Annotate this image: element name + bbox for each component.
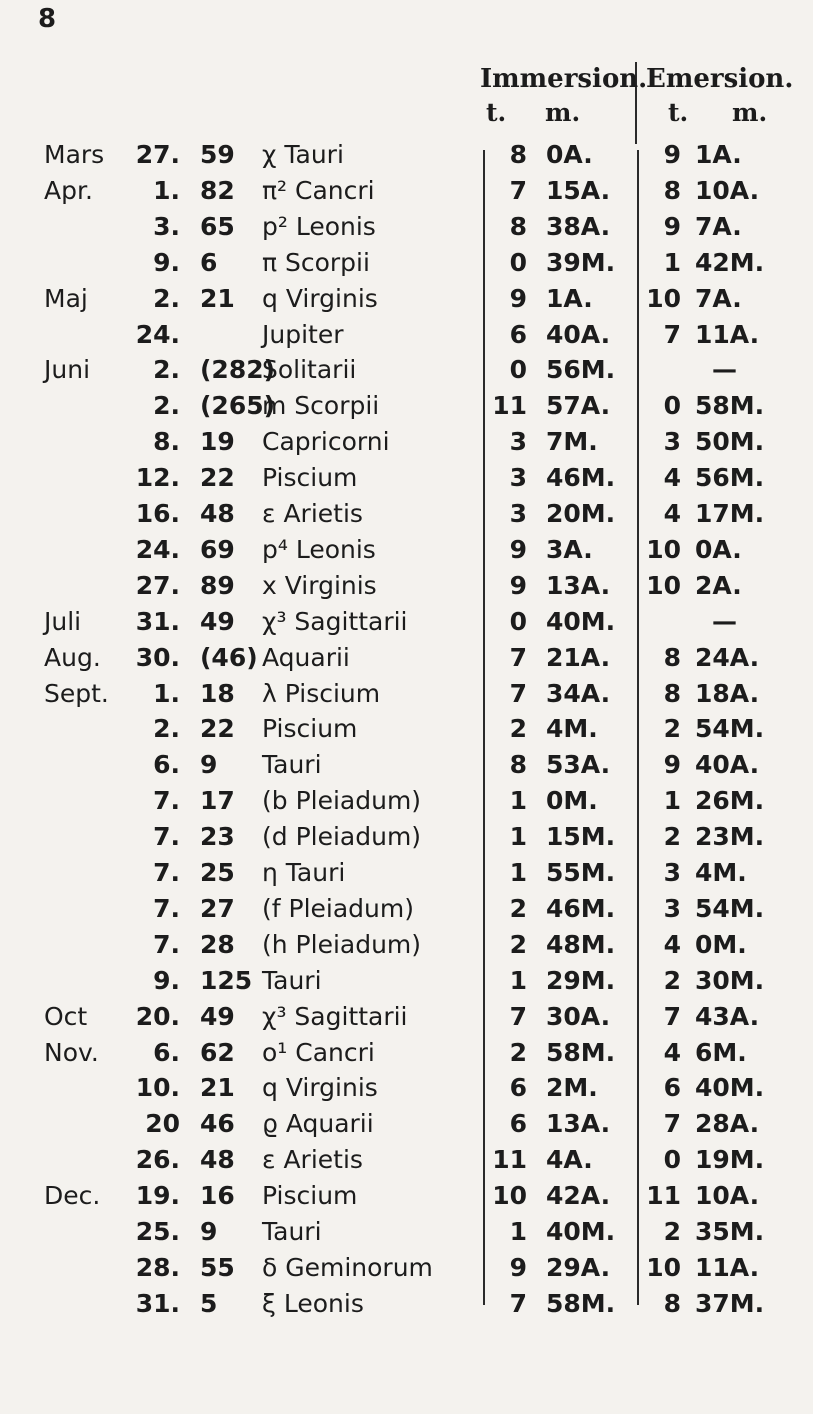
- em-h-cell: 9: [663, 211, 681, 241]
- num-cell: 48: [200, 1145, 235, 1175]
- table-row: [0, 246, 813, 287]
- imm-m-cell: 20M.: [546, 499, 616, 528]
- imm-h-cell: 3: [509, 499, 527, 528]
- imm-h-cell: 6: [509, 1109, 527, 1139]
- star-cell: x Virginis: [262, 570, 377, 600]
- table-row: [0, 892, 813, 933]
- num-cell: 17: [200, 786, 235, 816]
- num-cell: 65: [200, 211, 235, 241]
- day-cell: 2.: [153, 355, 180, 385]
- star-cell: (h Pleiadum): [262, 929, 422, 959]
- em-m-cell: 56M.: [695, 463, 765, 493]
- em-m-cell: 42M.: [695, 247, 765, 277]
- table-row: [0, 282, 813, 323]
- em-h-cell: 8: [663, 1288, 681, 1318]
- star-cell: χ³ Sagittarii: [262, 1001, 408, 1031]
- imm-h-cell: 11: [492, 391, 527, 421]
- num-cell: 125: [200, 965, 253, 995]
- day-cell: 7.: [153, 858, 180, 887]
- imm-m-cell: 21A.: [546, 642, 611, 672]
- em-m-cell: 7A.: [695, 211, 742, 241]
- day-cell: 1.: [153, 678, 180, 708]
- em-m-cell: 23M.: [695, 822, 765, 852]
- table-row: [0, 1179, 813, 1220]
- table-row: [0, 1251, 813, 1292]
- imm-h-cell: 2: [509, 929, 527, 959]
- em-m-cell: —: [712, 355, 737, 385]
- day-cell: 19.: [135, 1181, 180, 1211]
- em-h-cell: 2: [663, 822, 681, 852]
- imm-h-cell: 1: [509, 1217, 527, 1246]
- imm-h-cell: 1: [509, 822, 527, 852]
- imm-h-cell: 0: [509, 355, 527, 385]
- imm-m-cell: 40A.: [546, 319, 611, 349]
- imm-m-cell: 7M.: [546, 427, 598, 457]
- num-cell: 19: [200, 427, 235, 457]
- day-cell: 6.: [153, 1037, 180, 1067]
- imm-h-cell: 8: [509, 140, 527, 169]
- day-cell: 7.: [153, 786, 180, 816]
- month-cell: Mars: [44, 140, 105, 169]
- em-h-cell: 10: [646, 570, 681, 600]
- em-h-cell: 8: [663, 642, 681, 672]
- month-cell: Oct: [44, 1001, 88, 1031]
- imm-m-cell: 15A.: [546, 175, 611, 205]
- imm-m-cell: 4A.: [546, 1145, 593, 1175]
- day-cell: 20: [145, 1109, 180, 1139]
- day-cell: 6.: [153, 750, 180, 780]
- em-m-cell: 37M.: [695, 1288, 765, 1318]
- em-h-cell: 6: [663, 1073, 681, 1103]
- table-row: [0, 461, 813, 502]
- star-cell: δ Geminorum: [262, 1252, 433, 1282]
- table-row: [0, 856, 813, 897]
- em-h-cell: 1: [663, 247, 681, 277]
- num-cell: 5: [200, 1288, 218, 1318]
- imm-h-cell: 6: [509, 1073, 527, 1103]
- star-cell: π Scorpii: [262, 247, 370, 277]
- day-cell: 27.: [135, 140, 180, 169]
- em-m-cell: 10A.: [695, 1181, 760, 1211]
- imm-h-cell: 7: [509, 678, 527, 708]
- imm-h-cell: 1: [509, 786, 527, 816]
- imm-h-cell: 7: [509, 642, 527, 672]
- em-h-cell: 7: [663, 1001, 681, 1031]
- star-cell: η Tauri: [262, 858, 346, 887]
- day-cell: 27.: [135, 570, 180, 600]
- num-cell: 62: [200, 1037, 235, 1067]
- day-cell: 1.: [153, 175, 180, 205]
- num-cell: 9: [200, 1217, 218, 1246]
- emersion-header: Emersion.: [646, 64, 794, 94]
- em-m-cell: 54M.: [695, 714, 765, 744]
- num-cell: 55: [200, 1252, 235, 1282]
- immersion-hours-unit: t.: [486, 98, 507, 127]
- imm-m-cell: 4M.: [546, 714, 598, 744]
- em-m-cell: 58M.: [695, 391, 765, 421]
- imm-h-cell: 3: [509, 427, 527, 457]
- em-m-cell: 0M.: [695, 929, 747, 959]
- imm-m-cell: 39M.: [546, 247, 616, 277]
- star-cell: λ Piscium: [262, 678, 381, 708]
- table-row: [0, 928, 813, 969]
- table-row: [0, 1215, 813, 1256]
- star-cell: q Virginis: [262, 1073, 378, 1103]
- num-cell: (265): [200, 391, 276, 421]
- page-number: 8: [38, 4, 57, 34]
- em-h-cell: 1: [663, 786, 681, 816]
- em-h-cell: 3: [663, 893, 681, 923]
- table-row: [0, 569, 813, 610]
- table-row: [0, 210, 813, 251]
- table-row: [0, 748, 813, 789]
- day-cell: 7.: [153, 929, 180, 959]
- imm-m-cell: 38A.: [546, 211, 611, 241]
- num-cell: 27: [200, 893, 235, 923]
- imm-h-cell: 0: [509, 247, 527, 277]
- imm-m-cell: 42A.: [546, 1181, 611, 1211]
- imm-m-cell: 46M.: [546, 893, 616, 923]
- em-h-cell: 4: [663, 1037, 681, 1067]
- table-row: [0, 1036, 813, 1077]
- em-m-cell: 10A.: [695, 175, 760, 205]
- imm-m-cell: 48M.: [546, 929, 616, 959]
- table-row: [0, 533, 813, 574]
- num-cell: 21: [200, 1073, 235, 1103]
- imm-m-cell: 46M.: [546, 463, 616, 493]
- star-cell: Jupiter: [262, 319, 344, 349]
- table-row: [0, 677, 813, 718]
- day-cell: 31.: [135, 1288, 180, 1318]
- star-cell: (d Pleiadum): [262, 822, 422, 852]
- imm-m-cell: 58M.: [546, 1037, 616, 1067]
- table-row: [0, 1000, 813, 1041]
- imm-m-cell: 30A.: [546, 1001, 611, 1031]
- immersion-header: Immersion.: [480, 64, 648, 94]
- star-cell: ε Arietis: [262, 1145, 363, 1175]
- imm-h-cell: 1: [509, 858, 527, 887]
- day-cell: 8.: [153, 427, 180, 457]
- num-cell: 16: [200, 1181, 235, 1211]
- num-cell: 69: [200, 534, 235, 564]
- day-cell: 24.: [135, 319, 180, 349]
- imm-h-cell: 9: [509, 283, 527, 313]
- day-cell: 2.: [153, 391, 180, 421]
- star-cell: o¹ Cancri: [262, 1037, 375, 1067]
- em-m-cell: 28A.: [695, 1109, 760, 1139]
- em-m-cell: 6M.: [695, 1037, 747, 1067]
- em-m-cell: 11A.: [695, 319, 760, 349]
- table-row: [0, 712, 813, 753]
- imm-m-cell: 29A.: [546, 1252, 611, 1282]
- em-h-cell: 11: [646, 1181, 681, 1211]
- day-cell: 12.: [135, 463, 180, 493]
- em-h-cell: 4: [663, 463, 681, 493]
- imm-m-cell: 29M.: [546, 965, 616, 995]
- table-row: [0, 964, 813, 1005]
- star-cell: Aquarii: [262, 642, 350, 672]
- em-h-cell: 4: [663, 929, 681, 959]
- num-cell: 22: [200, 714, 235, 744]
- table-row: [0, 1107, 813, 1148]
- imm-m-cell: 57A.: [546, 391, 611, 421]
- em-h-cell: 8: [663, 678, 681, 708]
- imm-m-cell: 13A.: [546, 1109, 611, 1139]
- star-cell: ε Arietis: [262, 499, 363, 528]
- day-cell: 26.: [135, 1145, 180, 1175]
- imm-m-cell: 40M.: [546, 1217, 616, 1246]
- em-m-cell: 17M.: [695, 499, 765, 528]
- em-m-cell: 50M.: [695, 427, 765, 457]
- imm-h-cell: 2: [509, 893, 527, 923]
- num-cell: 48: [200, 499, 235, 528]
- table-row: [0, 784, 813, 825]
- month-cell: Juni: [44, 355, 91, 385]
- num-cell: (282): [200, 355, 276, 385]
- em-m-cell: 26M.: [695, 786, 765, 816]
- em-h-cell: 0: [663, 391, 681, 421]
- day-cell: 28.: [135, 1252, 180, 1282]
- immersion-minutes-unit: m.: [545, 98, 581, 127]
- day-cell: 24.: [135, 534, 180, 564]
- imm-m-cell: 56M.: [546, 355, 616, 385]
- imm-m-cell: 2M.: [546, 1073, 598, 1103]
- em-m-cell: 19M.: [695, 1145, 765, 1175]
- star-cell: Piscium: [262, 1181, 358, 1211]
- imm-m-cell: 58M.: [546, 1288, 616, 1318]
- num-cell: 89: [200, 570, 235, 600]
- em-m-cell: 24A.: [695, 642, 760, 672]
- day-cell: 2.: [153, 714, 180, 744]
- em-m-cell: 4M.: [695, 858, 747, 887]
- day-cell: 7.: [153, 822, 180, 852]
- imm-h-cell: 0: [509, 606, 527, 636]
- num-cell: 23: [200, 822, 235, 852]
- emersion-hours-unit: t.: [668, 98, 689, 127]
- imm-h-cell: 9: [509, 570, 527, 600]
- num-cell: 59: [200, 140, 235, 169]
- day-cell: 7.: [153, 893, 180, 923]
- imm-m-cell: 0A.: [546, 140, 593, 169]
- imm-h-cell: 10: [492, 1181, 527, 1211]
- imm-h-cell: 3: [509, 463, 527, 493]
- imm-m-cell: 15M.: [546, 822, 616, 852]
- table-row: [0, 425, 813, 466]
- imm-h-cell: 8: [509, 211, 527, 241]
- em-m-cell: 40A.: [695, 750, 760, 780]
- day-cell: 3.: [153, 211, 180, 241]
- table-row: [0, 353, 813, 394]
- em-h-cell: 7: [663, 319, 681, 349]
- table-row: [0, 820, 813, 861]
- table-row: [0, 174, 813, 215]
- month-cell: Dec.: [44, 1181, 101, 1211]
- em-m-cell: 30M.: [695, 965, 765, 995]
- em-h-cell: 2: [663, 965, 681, 995]
- month-cell: Aug.: [44, 642, 101, 672]
- table-row: [0, 497, 813, 538]
- em-h-cell: 8: [663, 175, 681, 205]
- table-row: [0, 1287, 813, 1328]
- imm-m-cell: 1A.: [546, 283, 593, 313]
- star-cell: Tauri: [262, 750, 322, 780]
- num-cell: 9: [200, 750, 218, 780]
- em-h-cell: 2: [663, 714, 681, 744]
- day-cell: 9.: [153, 965, 180, 995]
- imm-h-cell: 7: [509, 175, 527, 205]
- star-cell: Piscium: [262, 714, 358, 744]
- star-cell: Tauri: [262, 1217, 322, 1246]
- num-cell: 21: [200, 283, 235, 313]
- star-cell: p² Leonis: [262, 211, 376, 241]
- em-m-cell: 35M.: [695, 1217, 765, 1246]
- star-cell: ξ Leonis: [262, 1288, 364, 1318]
- emersion-minutes-unit: m.: [732, 98, 768, 127]
- num-cell: 82: [200, 175, 235, 205]
- table-row: [0, 641, 813, 682]
- month-cell: Sept.: [44, 678, 109, 708]
- star-cell: q Virginis: [262, 283, 378, 313]
- imm-h-cell: 11: [492, 1145, 527, 1175]
- em-h-cell: 3: [663, 427, 681, 457]
- num-cell: 46: [200, 1109, 235, 1139]
- month-cell: Apr.: [44, 175, 93, 205]
- em-m-cell: —: [712, 606, 737, 636]
- day-cell: 30.: [135, 642, 180, 672]
- em-m-cell: 40M.: [695, 1073, 765, 1103]
- day-cell: 2.: [153, 283, 180, 313]
- star-cell: Capricorni: [262, 427, 390, 457]
- table-row: [0, 389, 813, 430]
- em-h-cell: 2: [663, 1217, 681, 1246]
- num-cell: 18: [200, 678, 235, 708]
- em-m-cell: 54M.: [695, 893, 765, 923]
- table-row: [0, 1143, 813, 1184]
- em-h-cell: 10: [646, 534, 681, 564]
- table-row: [0, 138, 813, 179]
- num-cell: 49: [200, 606, 235, 636]
- imm-m-cell: 3A.: [546, 534, 593, 564]
- em-h-cell: 10: [646, 1252, 681, 1282]
- imm-h-cell: 7: [509, 1288, 527, 1318]
- imm-h-cell: 1: [509, 965, 527, 995]
- em-h-cell: 9: [663, 750, 681, 780]
- imm-m-cell: 13A.: [546, 570, 611, 600]
- star-cell: Piscium: [262, 463, 358, 493]
- day-cell: 10.: [135, 1073, 180, 1103]
- day-cell: 25.: [135, 1217, 180, 1246]
- imm-h-cell: 9: [509, 1252, 527, 1282]
- month-cell: Juli: [44, 606, 82, 636]
- imm-m-cell: 55M.: [546, 858, 616, 887]
- star-cell: Solitarii: [262, 355, 357, 385]
- imm-m-cell: 40M.: [546, 606, 616, 636]
- star-cell: Tauri: [262, 965, 322, 995]
- em-m-cell: 43A.: [695, 1001, 760, 1031]
- em-h-cell: 10: [646, 283, 681, 313]
- num-cell: 6: [200, 247, 218, 277]
- day-cell: 31.: [135, 606, 180, 636]
- imm-h-cell: 6: [509, 319, 527, 349]
- table-row: [0, 605, 813, 646]
- imm-m-cell: 53A.: [546, 750, 611, 780]
- imm-h-cell: 9: [509, 534, 527, 564]
- imm-m-cell: 0M.: [546, 786, 598, 816]
- star-cell: (f Pleiadum): [262, 893, 414, 923]
- imm-h-cell: 2: [509, 1037, 527, 1067]
- star-cell: (b Pleiadum): [262, 786, 422, 816]
- star-cell: χ Tauri: [262, 140, 344, 169]
- num-cell: 22: [200, 463, 235, 493]
- imm-m-cell: 34A.: [546, 678, 611, 708]
- em-h-cell: 3: [663, 858, 681, 887]
- em-m-cell: 11A.: [695, 1252, 760, 1282]
- imm-h-cell: 8: [509, 750, 527, 780]
- star-cell: ϱ Aquarii: [262, 1109, 374, 1139]
- num-cell: 49: [200, 1001, 235, 1031]
- em-m-cell: 1A.: [695, 140, 742, 169]
- num-cell: 28: [200, 929, 235, 959]
- month-cell: Maj: [44, 283, 88, 313]
- star-cell: p⁴ Leonis: [262, 534, 376, 564]
- imm-h-cell: 7: [509, 1001, 527, 1031]
- imm-h-cell: 2: [509, 714, 527, 744]
- star-cell: χ³ Sagittarii: [262, 606, 408, 636]
- em-m-cell: 7A.: [695, 283, 742, 313]
- em-h-cell: 7: [663, 1109, 681, 1139]
- em-h-cell: 4: [663, 499, 681, 528]
- em-h-cell: 0: [663, 1145, 681, 1175]
- star-cell: m Scorpii: [262, 391, 380, 421]
- num-cell: (46): [200, 642, 258, 672]
- num-cell: 25: [200, 858, 235, 887]
- day-cell: 16.: [135, 499, 180, 528]
- em-h-cell: 9: [663, 140, 681, 169]
- star-cell: π² Cancri: [262, 175, 375, 205]
- em-m-cell: 2A.: [695, 570, 742, 600]
- em-m-cell: 18A.: [695, 678, 760, 708]
- month-cell: Nov.: [44, 1037, 99, 1067]
- table-row: [0, 1071, 813, 1112]
- table-row: [0, 318, 813, 359]
- day-cell: 9.: [153, 247, 180, 277]
- day-cell: 20.: [135, 1001, 180, 1031]
- em-m-cell: 0A.: [695, 534, 742, 564]
